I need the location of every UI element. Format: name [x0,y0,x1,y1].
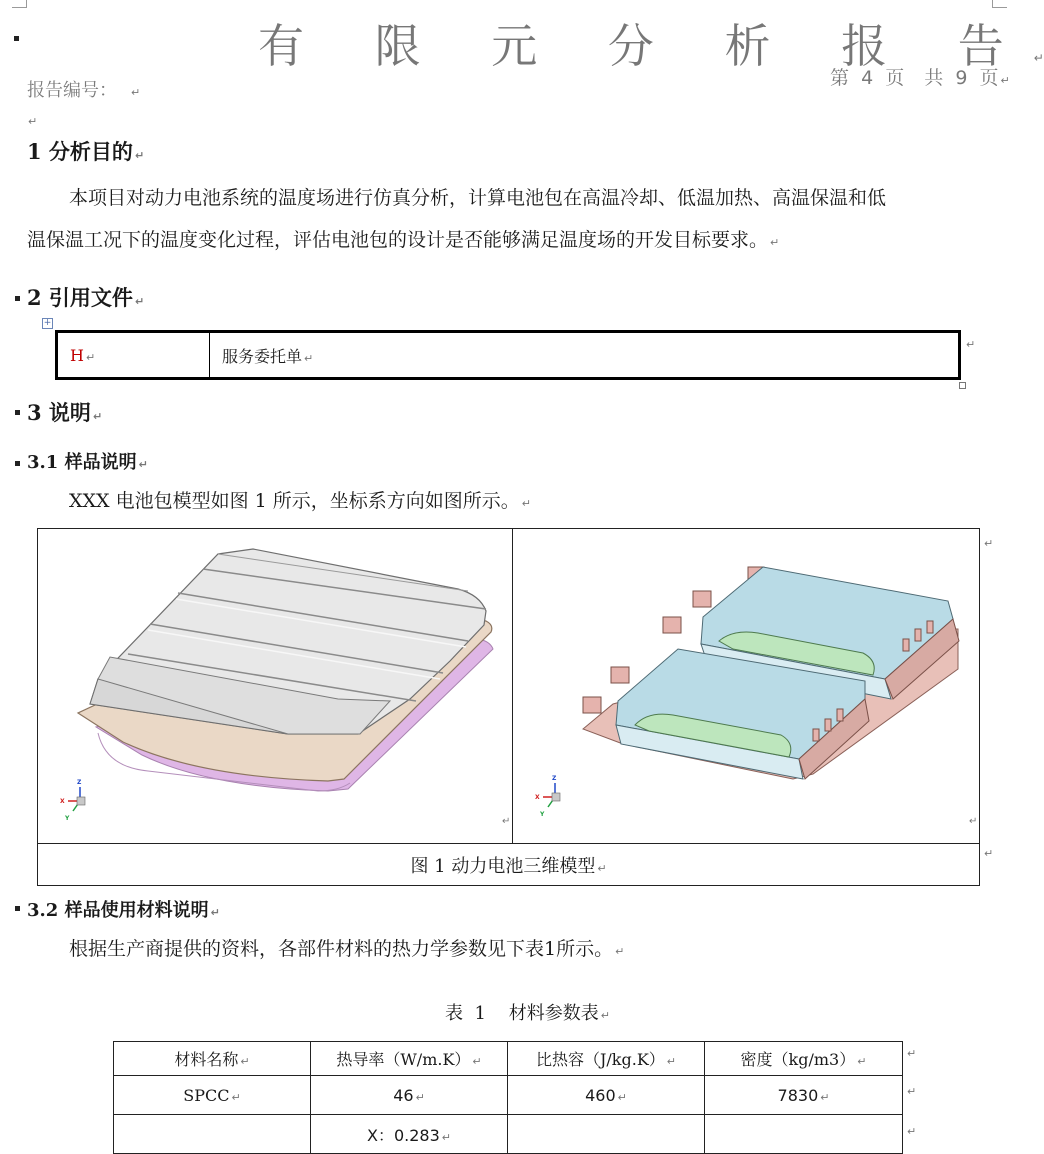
section-heading-3: 3 说明 ↵ [27,400,103,425]
svg-text:Z: Z [77,779,82,786]
svg-text:Z: Z [552,775,557,782]
figure-right-cell [513,529,980,844]
table-header-cell: 材料名称 ↵ [114,1042,311,1076]
svg-text:X: X [535,794,540,801]
paragraph-mark [15,296,20,301]
figure-caption: 图 1 动力电池三维模型 ↵ [38,844,980,886]
crop-mark-top-left [12,0,27,8]
svg-text:Y: Y [540,811,545,818]
paragraph-mark [15,410,20,415]
page-indicator: 第 4 页 共 9 页 ↵ [830,67,1010,89]
battery-module-image [513,529,979,839]
row-end-mark: ↵ [907,1125,917,1138]
section-3-1-paragraph: XXX 电池包模型如图 1 所示，坐标系方向如图所示。 ↵ [69,490,532,512]
report-title: 有 限 元 分 析 报 告 ↵ [258,19,1044,73]
reference-table [55,330,961,380]
svg-text:X: X [60,798,65,805]
table-cell [508,1115,705,1154]
section-heading-3-2: 3.2 样品使用材料说明 ↵ [27,900,220,921]
row-end-mark: ↵ [984,537,994,550]
paragraph-mark [14,36,19,41]
report-number-label: 报告编号： ↵ [27,80,141,101]
table-resize-handle[interactable] [959,382,966,389]
row-end-mark: ↵ [984,847,994,860]
battery-pack-housing-image [38,529,512,839]
table-header-cell: 热导率（W/m.K） ↵ [311,1042,508,1076]
row-end-mark: ↵ [966,338,976,351]
reference-name-cell: 服务委托单 ↵ [210,332,960,379]
empty-paragraph-mark: ↵ [28,115,38,128]
material-table-title: 表 1 材料参数表 ↵ [445,1003,611,1024]
section-heading-3-1: 3.1 样品说明 ↵ [27,452,148,473]
reference-code-cell: H ↵ [57,332,210,379]
table-move-handle[interactable]: + [43,318,52,328]
table-row [114,1076,903,1115]
section-heading-1: 1 分析目的 ↵ [27,139,145,164]
material-table [113,1041,903,1154]
table-cell [114,1115,311,1154]
row-end-mark: ↵ [907,1085,917,1098]
svg-text:↵: ↵ [969,816,978,827]
table-header-cell: 密度（kg/m3） ↵ [705,1042,903,1076]
paragraph-mark [15,906,20,911]
paragraph-mark [15,461,20,466]
table-cell: X：0.283 ↵ [311,1115,508,1154]
table-cell: 7830 ↵ [705,1076,903,1115]
figure-table [37,528,980,886]
table-cell: SPCC ↵ [114,1076,311,1115]
table-header-cell: 比热容（J/kg.K） ↵ [508,1042,705,1076]
section-1-paragraph: 本项目对动力电池系统的温度场进行仿真分析，计算电池包在高温冷却、低温加热、高温保温和低 温保温工况下的温度变化过程，评估电池包的设计是否能够满足温度场的开发目标要求。 ↵ [27,187,887,251]
coordinate-axis-icon [535,775,560,818]
coordinate-axis-icon [60,779,85,822]
section-heading-2: 2 引用文件 ↵ [27,285,145,310]
table-cell [705,1115,903,1154]
section-3-2-paragraph: 根据生产商提供的资料，各部件材料的热力学参数见下表1所示。 ↵ [69,938,625,960]
table-row [114,1115,903,1154]
table-cell: 460 ↵ [508,1076,705,1115]
svg-text:↵: ↵ [502,816,511,827]
crop-mark-top-right [992,0,1007,8]
svg-text:Y: Y [65,815,70,822]
row-end-mark: ↵ [907,1047,917,1060]
table-cell: 46 ↵ [311,1076,508,1115]
figure-left-cell [38,529,513,844]
